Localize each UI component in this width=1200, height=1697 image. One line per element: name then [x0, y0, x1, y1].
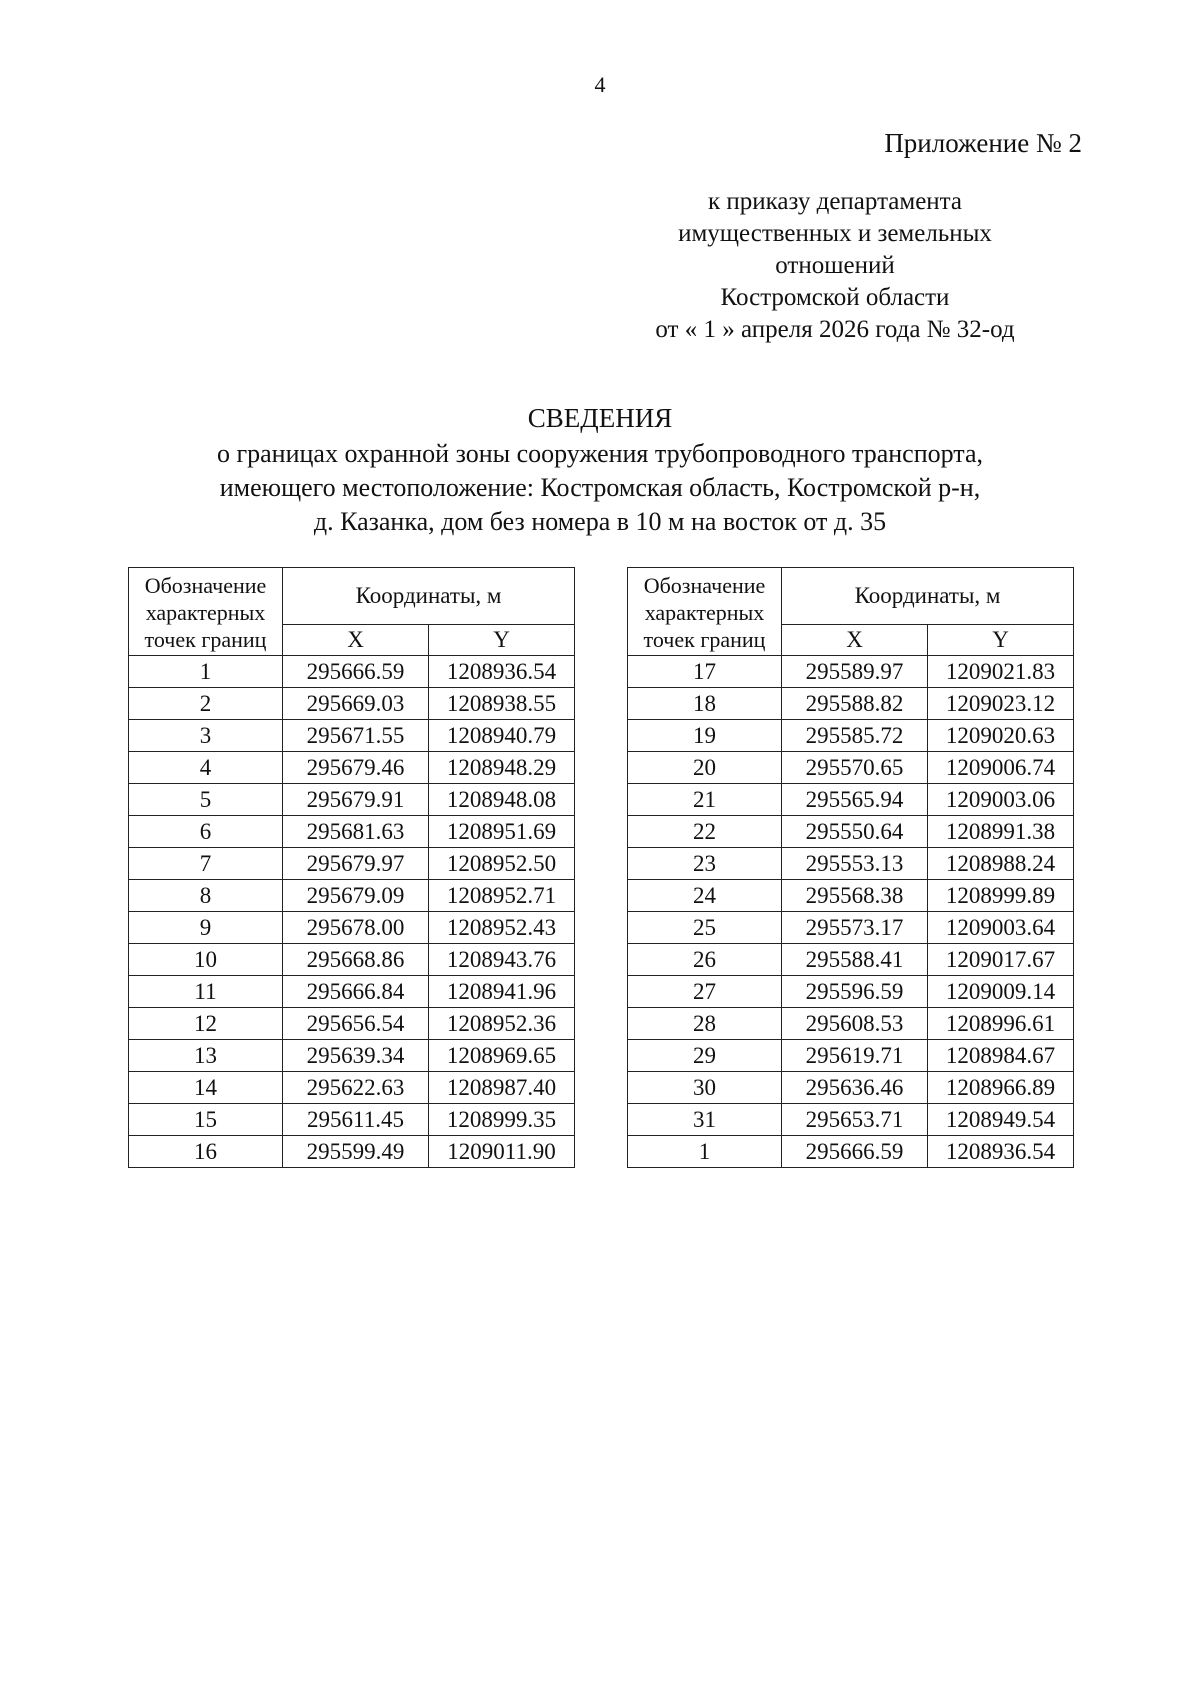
y-cell: 1208999.89 — [928, 880, 1074, 912]
x-cell: 295608.53 — [782, 1008, 928, 1040]
y-cell: 1208952.50 — [429, 848, 575, 880]
point-cell: 25 — [628, 912, 782, 944]
subtitle-line: д. Казанка, дом без номера в 10 м на восток от д. 35 — [313, 507, 887, 536]
x-cell: 295550.64 — [782, 816, 928, 848]
point-cell: 16 — [129, 1136, 283, 1168]
table-row — [628, 1008, 1074, 1040]
table-row — [129, 1104, 575, 1136]
table-row — [628, 1104, 1074, 1136]
table-row — [129, 880, 575, 912]
appendix-line: к приказу департамента — [707, 188, 963, 215]
point-cell: 29 — [628, 1040, 782, 1072]
x-cell: 295596.59 — [782, 976, 928, 1008]
x-cell: 295653.71 — [782, 1104, 928, 1136]
x-cell: 295666.84 — [283, 976, 429, 1008]
table-row — [129, 1136, 575, 1168]
y-cell: 1208996.61 — [928, 1008, 1074, 1040]
point-cell: 22 — [628, 816, 782, 848]
x-header: X — [283, 625, 429, 656]
table-row — [129, 1040, 575, 1072]
subtitle-line: о границах охранной зоны сооружения трубопроводного транспорта, — [216, 439, 984, 468]
x-cell: 295668.86 — [283, 944, 429, 976]
x-cell: 295636.46 — [782, 1072, 928, 1104]
y-cell: 1208940.79 — [429, 720, 575, 752]
coordinates-table-left — [128, 567, 575, 1168]
point-cell: 9 — [129, 912, 283, 944]
x-cell: 295611.45 — [283, 1104, 429, 1136]
point-cell: 20 — [628, 752, 782, 784]
x-cell: 295679.09 — [283, 880, 429, 912]
y-cell: 1208952.43 — [429, 912, 575, 944]
y-cell: 1209009.14 — [928, 976, 1074, 1008]
table-row — [628, 912, 1074, 944]
y-cell: 1209003.06 — [928, 784, 1074, 816]
x-cell: 295669.03 — [283, 688, 429, 720]
table-row — [628, 752, 1074, 784]
x-cell: 295619.71 — [782, 1040, 928, 1072]
table-row — [129, 944, 575, 976]
coordinates-table-right — [627, 567, 1074, 1168]
y-cell: 1208936.54 — [429, 656, 575, 688]
table-row — [628, 1136, 1074, 1168]
point-cell: 15 — [129, 1104, 283, 1136]
appendix-line: от « 1 » апреля 2026 года № 32-од — [655, 316, 1015, 343]
point-cell: 1 — [628, 1136, 782, 1168]
point-cell: 21 — [628, 784, 782, 816]
x-cell: 295570.65 — [782, 752, 928, 784]
y-cell: 1208988.24 — [928, 848, 1074, 880]
x-cell: 295573.17 — [782, 912, 928, 944]
point-cell: 8 — [129, 880, 283, 912]
document-subtitle — [0, 437, 1200, 539]
point-cell: 11 — [129, 976, 283, 1008]
point-cell: 17 — [628, 656, 782, 688]
table-row — [628, 720, 1074, 752]
y-cell: 1209011.90 — [429, 1136, 575, 1168]
point-cell: 30 — [628, 1072, 782, 1104]
appendix-details — [620, 186, 1050, 346]
table-row — [129, 784, 575, 816]
table-row — [129, 976, 575, 1008]
coordinates-header: Координаты, м — [283, 568, 575, 625]
point-cell: 6 — [129, 816, 283, 848]
point-cell: 27 — [628, 976, 782, 1008]
y-cell: 1208943.76 — [429, 944, 575, 976]
table-row — [129, 688, 575, 720]
table-row — [129, 848, 575, 880]
y-cell: 1208969.65 — [429, 1040, 575, 1072]
point-cell: 1 — [129, 656, 283, 688]
table-body — [129, 656, 575, 1168]
y-header: Y — [429, 625, 575, 656]
point-cell: 2 — [129, 688, 283, 720]
x-cell: 295585.72 — [782, 720, 928, 752]
x-cell: 295553.13 — [782, 848, 928, 880]
point-cell: 18 — [628, 688, 782, 720]
x-cell: 295568.38 — [782, 880, 928, 912]
point-cell: 26 — [628, 944, 782, 976]
table-row — [628, 784, 1074, 816]
y-cell: 1208984.67 — [928, 1040, 1074, 1072]
point-cell: 28 — [628, 1008, 782, 1040]
y-cell: 1209021.83 — [928, 656, 1074, 688]
appendix-line: отношений — [775, 252, 895, 279]
x-cell: 295671.55 — [283, 720, 429, 752]
x-cell: 295679.91 — [283, 784, 429, 816]
point-cell: 3 — [129, 720, 283, 752]
y-cell: 1208952.36 — [429, 1008, 575, 1040]
appendix-title: Приложение № 2 — [884, 128, 1082, 158]
x-cell: 295666.59 — [283, 656, 429, 688]
table-row — [628, 848, 1074, 880]
point-label-header: Обозначение характерных точек границ — [129, 568, 283, 656]
coordinates-header: Координаты, м — [782, 568, 1074, 625]
point-cell: 4 — [129, 752, 283, 784]
x-cell: 295678.00 — [283, 912, 429, 944]
point-label-header: Обозначение характерных точек границ — [628, 568, 782, 656]
y-header: Y — [928, 625, 1074, 656]
point-cell: 19 — [628, 720, 782, 752]
y-cell: 1208949.54 — [928, 1104, 1074, 1136]
table-row — [129, 656, 575, 688]
table-row — [628, 1040, 1074, 1072]
y-cell: 1208948.29 — [429, 752, 575, 784]
table-row — [129, 912, 575, 944]
x-cell: 295589.97 — [782, 656, 928, 688]
y-cell: 1208991.38 — [928, 816, 1074, 848]
y-cell: 1209017.67 — [928, 944, 1074, 976]
x-cell: 295679.97 — [283, 848, 429, 880]
table-row — [628, 976, 1074, 1008]
point-cell: 31 — [628, 1104, 782, 1136]
point-cell: 24 — [628, 880, 782, 912]
point-cell: 10 — [129, 944, 283, 976]
y-cell: 1208987.40 — [429, 1072, 575, 1104]
x-cell: 295588.82 — [782, 688, 928, 720]
point-cell: 7 — [129, 848, 283, 880]
table-row — [628, 816, 1074, 848]
y-cell: 1208999.35 — [429, 1104, 575, 1136]
x-cell: 295639.34 — [283, 1040, 429, 1072]
x-header: X — [782, 625, 928, 656]
table-row — [628, 1072, 1074, 1104]
x-cell: 295666.59 — [782, 1136, 928, 1168]
appendix-line: Костромской области — [720, 284, 950, 311]
table-row — [628, 688, 1074, 720]
x-cell: 295679.46 — [283, 752, 429, 784]
point-cell: 23 — [628, 848, 782, 880]
x-cell: 295622.63 — [283, 1072, 429, 1104]
table-row — [129, 1072, 575, 1104]
table-row — [129, 752, 575, 784]
table-row — [129, 816, 575, 848]
point-cell: 14 — [129, 1072, 283, 1104]
x-cell: 295656.54 — [283, 1008, 429, 1040]
y-cell: 1208952.71 — [429, 880, 575, 912]
y-cell: 1208936.54 — [928, 1136, 1074, 1168]
appendix-line: имущественных и земельных — [678, 220, 992, 247]
y-cell: 1208966.89 — [928, 1072, 1074, 1104]
y-cell: 1208948.08 — [429, 784, 575, 816]
y-cell: 1208938.55 — [429, 688, 575, 720]
point-cell: 13 — [129, 1040, 283, 1072]
table-row — [129, 1008, 575, 1040]
table-row — [129, 720, 575, 752]
x-cell: 295565.94 — [782, 784, 928, 816]
table-row — [628, 656, 1074, 688]
y-cell: 1208951.69 — [429, 816, 575, 848]
y-cell: 1208941.96 — [429, 976, 575, 1008]
table-row — [628, 944, 1074, 976]
x-cell: 295588.41 — [782, 944, 928, 976]
y-cell: 1209023.12 — [928, 688, 1074, 720]
table-body — [628, 656, 1074, 1168]
x-cell: 295599.49 — [283, 1136, 429, 1168]
document-title: СВЕДЕНИЯ — [527, 403, 673, 433]
point-cell: 12 — [129, 1008, 283, 1040]
y-cell: 1209003.64 — [928, 912, 1074, 944]
point-cell: 5 — [129, 784, 283, 816]
subtitle-line: имеющего местоположение: Костромская область, Костромской р-н, — [219, 473, 981, 502]
x-cell: 295681.63 — [283, 816, 429, 848]
y-cell: 1209020.63 — [928, 720, 1074, 752]
y-cell: 1209006.74 — [928, 752, 1074, 784]
table-row — [628, 880, 1074, 912]
page-number: 4 — [594, 72, 606, 97]
